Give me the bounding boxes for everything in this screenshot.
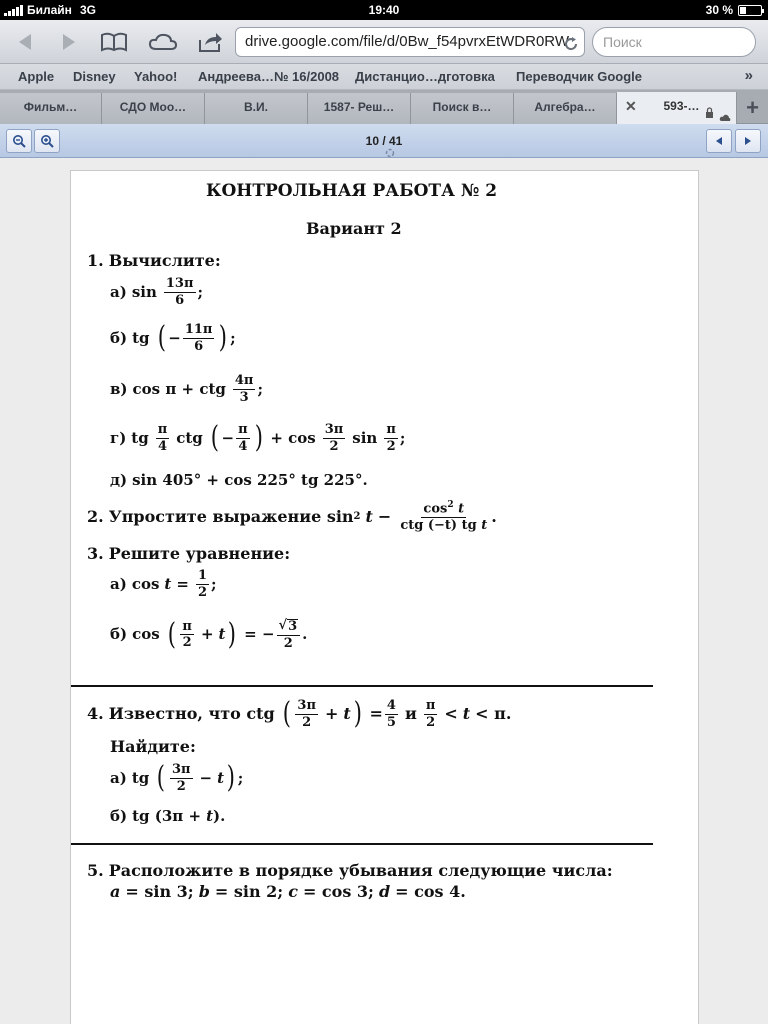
q4-item-a: а) tg ( $\frac{3\pi}{2}$ − t ) ; [110, 760, 244, 796]
next-page-button[interactable] [735, 129, 761, 153]
page-indicator: 10 / 41 [365, 134, 403, 148]
bookmark-item[interactable]: Дистанцио…дготовка [355, 69, 495, 84]
page-title: КОНТРОЛЬНАЯ РАБОТА № 2 [206, 181, 498, 201]
back-arrow-icon [16, 32, 34, 52]
q1-item-c: в) cos π + ctg $\frac{4\pi}{3}$ ; [110, 373, 263, 405]
carrier-name: Билайн [27, 3, 72, 17]
bookmark-item[interactable]: Apple [18, 69, 55, 84]
variant-heading: Вариант 2 [306, 219, 402, 238]
book-icon [100, 31, 128, 53]
q4-item-b: б) tg (3π + t ). [110, 807, 226, 825]
tab[interactable]: В.И. [205, 93, 308, 124]
address-bar[interactable] [235, 27, 585, 57]
tab[interactable]: Фильм… [0, 93, 102, 124]
question-2: 2. Упростите выражение sin 2 t − $\frac{\cos^2 t}{\text{ctg (−t) tg t}}$ . [87, 500, 497, 533]
more-bookmarks-icon[interactable]: » [744, 67, 753, 84]
bookmark-item[interactable]: Андреева…№ 16/2008 [198, 69, 340, 84]
forward-arrow-icon [60, 32, 78, 52]
question-3: 3. Решите уравнение: [87, 544, 291, 563]
search-input[interactable]: Поиск [592, 27, 756, 57]
new-tab-button[interactable]: + [746, 95, 759, 120]
back-button[interactable] [12, 28, 38, 56]
q1-item-a: а) sin $\frac{13\pi}{6}$ ; [110, 276, 204, 308]
q4-find-label: Найдите: [110, 737, 196, 756]
question-5: 5. Расположите в порядке убывания следующие числа: [87, 861, 613, 880]
tab[interactable]: Алгебра… [514, 93, 617, 124]
battery-icon [738, 5, 762, 16]
browser-toolbar [0, 20, 768, 64]
document-viewport[interactable] [0, 158, 768, 1024]
section-divider [71, 685, 653, 687]
network-type: 3G [79, 3, 96, 17]
tab[interactable]: 1587- Реш… [308, 93, 411, 124]
bookmarks-bar [0, 64, 768, 90]
q3-item-b: б) cos ( $\frac{\pi}{2}$ + t ) = − √ 3 2 . [110, 616, 308, 652]
share-button[interactable] [196, 28, 224, 56]
lock-icon [705, 100, 714, 124]
loading-spinner-icon [385, 148, 395, 158]
tab[interactable]: СДО Моо… [102, 93, 205, 124]
tab-bar [0, 90, 768, 124]
document-page [70, 170, 699, 1024]
reload-icon[interactable] [563, 34, 579, 57]
status-bar [0, 0, 768, 20]
battery-percent: 30 % [705, 3, 733, 17]
section-divider [71, 843, 653, 845]
url-text: drive.google.com/file/d/0Bw_f54pvrxEtWDR0RW [245, 33, 570, 50]
icloud-tabs-button[interactable] [146, 28, 180, 56]
tab[interactable]: Поиск в… [411, 93, 514, 124]
forward-button[interactable] [56, 28, 82, 56]
cloud-icon [719, 104, 731, 124]
q5-values: a = sin 3; b = sin 2; c = cos 3; d = cos 4. [110, 882, 466, 901]
q1-item-b: б) tg ( − $\frac{11\pi}{6}$ ) ; [110, 320, 236, 356]
question-1: 1. Вычислите: [87, 251, 221, 270]
tab-active[interactable] [617, 92, 737, 124]
close-tab-icon[interactable]: ✕ [625, 98, 637, 114]
clock: 19:40 [368, 3, 400, 17]
bookmark-item[interactable]: Disney [73, 69, 116, 84]
document-viewer-bar [0, 124, 768, 158]
cloud-icon [148, 32, 178, 52]
bookmark-item[interactable]: Переводчик Google [516, 69, 643, 84]
right-triangle-icon [743, 136, 753, 146]
q1-item-d: г) tg $\frac{\pi}{4}$ ctg ( − $\frac{\pi}{4}$ ) + cos $\frac{3\pi}{2}$ sin $\frac{\pi}{2}$ ; [110, 420, 406, 456]
question-4: 4. Известно, что ctg ( $\frac{3\pi}{2}$ + t ) = $\frac{4}{5}$ и $\frac{\pi}{2}$ < t < π. [87, 696, 512, 732]
q3-item-a: а) cos t = $\frac{1}{2}$ ; [110, 568, 217, 600]
previous-page-button[interactable] [706, 129, 732, 153]
share-icon [197, 31, 223, 53]
q1-item-e: д) sin 405° + cos 225° tg 225°. [110, 471, 368, 489]
bookmark-item[interactable]: Yahoo! [134, 69, 178, 84]
bookmarks-button[interactable] [98, 28, 130, 56]
left-triangle-icon [714, 136, 724, 146]
tab-label: 593-… [663, 99, 700, 113]
